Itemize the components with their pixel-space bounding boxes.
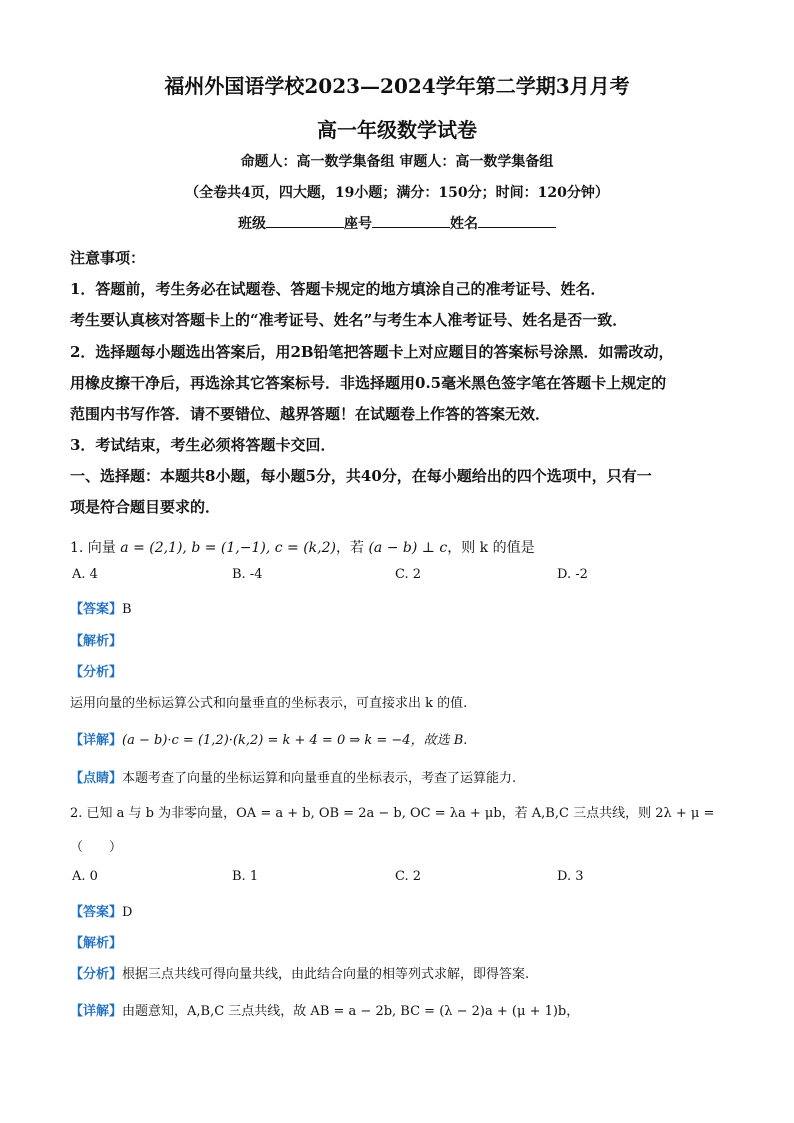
q2-stem: 2. 已知 a 与 b 为非零向量，OA = a + b, OB = 2a − b, OC = λa + μb，若 A,B,C 三点共线，则 2λ + μ = (70, 806, 715, 821)
section1-line1: 一、选择题：本题共8小题，每小题5分，共40分，在每小题给出的四个选项中，只有一 (70, 467, 652, 485)
q1-answer (70, 598, 132, 617)
q1-fenxi-label: 【分析】 (70, 665, 123, 680)
q2-option-b[interactable]: B. 1 (232, 869, 259, 884)
q2-fenxi: 【分析】根据三点共线可得向量共线，由此结合向量的相等列式求解，即得答案. (70, 967, 530, 982)
notice-item3: 3．考试结束，考生必须将答题卡交回． (70, 436, 336, 454)
q2-option-a[interactable]: A. 0 (72, 869, 98, 884)
q1-analysis-label: 【解析】 (70, 634, 123, 649)
q1-option-a[interactable]: A. 4 (72, 567, 98, 582)
q1-option-b[interactable]: B. -4 (232, 567, 263, 582)
class-label: 班级 (238, 216, 266, 232)
q1-condition: (a − b) ⊥ c (368, 540, 448, 556)
exam-title: 福州外国语学校2023—2024学年第二学期3月月考 (164, 74, 630, 98)
q1-comment (70, 767, 516, 786)
q1-stem (70, 537, 535, 557)
notice-item2-line3: 范围内书写作答．请不要错位、越界答题！在试题卷上作答的答案无效． (70, 405, 551, 423)
q2-analysis-label: 【解析】 (70, 936, 123, 951)
q2-fenxi-text: 根据三点共线可得向量共线，由此结合向量的相等列式求解，即得答案. (122, 967, 530, 982)
notice-item2-line2: 用橡皮擦干净后，再选涂其它答案标号．非选择题用0.5毫米黑色签字笔在答题卡上规定的 (70, 374, 667, 392)
class-blank[interactable] (266, 213, 344, 228)
q2-option-c[interactable]: C. 2 (395, 869, 422, 884)
seat-label: 座号 (344, 216, 372, 232)
q1-comment-text: 本题考查了向量的坐标运算和向量垂直的坐标表示，考查了运算能力. (122, 771, 517, 786)
notice-item1-line2: 考生要认真核对答题卡上的“准考证号、姓名”与考生本人准考证号、姓名是否一致． (70, 311, 628, 329)
section1-line2: 项是符合题目要求的． (70, 498, 221, 516)
q2-detail-text: 由题意知，A,B,C 三点共线，故 AB = a − 2b, BC = (λ − 2)a + (μ + 1)b， (122, 1004, 580, 1019)
q1-detail (70, 729, 467, 748)
q1-mid: ，若 (335, 540, 364, 556)
detail-label: 【详解】 (70, 733, 123, 748)
answer-label: 【答案】 (70, 602, 123, 617)
q1-option-d[interactable]: D. -2 (557, 567, 588, 582)
notice-heading: 注意事项： (70, 249, 146, 267)
seat-blank[interactable] (372, 213, 450, 228)
student-fields (0, 213, 794, 233)
q1-detail-text: (a − b)·c = (1,2)·(k,2) = k + 4 = 0 ⇒ k = −4，故选 B. (122, 733, 468, 748)
q2-answer-value: D (122, 905, 133, 920)
q2-option-d[interactable]: D. 3 (557, 869, 584, 884)
q1-vectors: a = (2,1), b = (1,−1), c = (k,2) (120, 540, 336, 556)
q1-suffix: ，则 k 的值是 (447, 540, 535, 556)
q2-detail: 【详解】由题意知，A,B,C 三点共线，故 AB = a − 2b, BC = (λ − 2)a + (μ + 1)b， (70, 1004, 580, 1019)
notice-item2-line1: 2．选择题每小题选出答案后，用2B铅笔把答题卡上对应题目的答案标号涂黑．如需改动， (70, 343, 674, 361)
name-label: 姓名 (450, 216, 478, 232)
notice-item1-line1: 1．答题前，考生务必在试题卷、答题卡规定的地方填涂自己的准考证号、姓名． (70, 280, 606, 298)
q2-paren: （ ） (70, 840, 123, 855)
name-blank[interactable] (478, 213, 556, 228)
exam-authors: 命题人：高一数学集备组 审题人：高一数学集备组 (240, 154, 554, 170)
q2-answer: 【答案】D (70, 905, 133, 920)
exam-info: （全卷共4页，四大题，19小题；满分：150分；时间：120分钟） (185, 185, 609, 201)
q1-prefix: 1. 向量 (70, 540, 116, 556)
q1-option-c[interactable]: C. 2 (395, 567, 422, 582)
exam-subtitle: 高一年级数学试卷 (317, 118, 477, 142)
q1-fenxi-text: 运用向量的坐标运算公式和向量垂直的坐标表示，可直接求出 k 的值. (70, 696, 468, 711)
comment-label: 【点睛】 (70, 771, 123, 786)
q1-answer-value: B (122, 602, 132, 617)
